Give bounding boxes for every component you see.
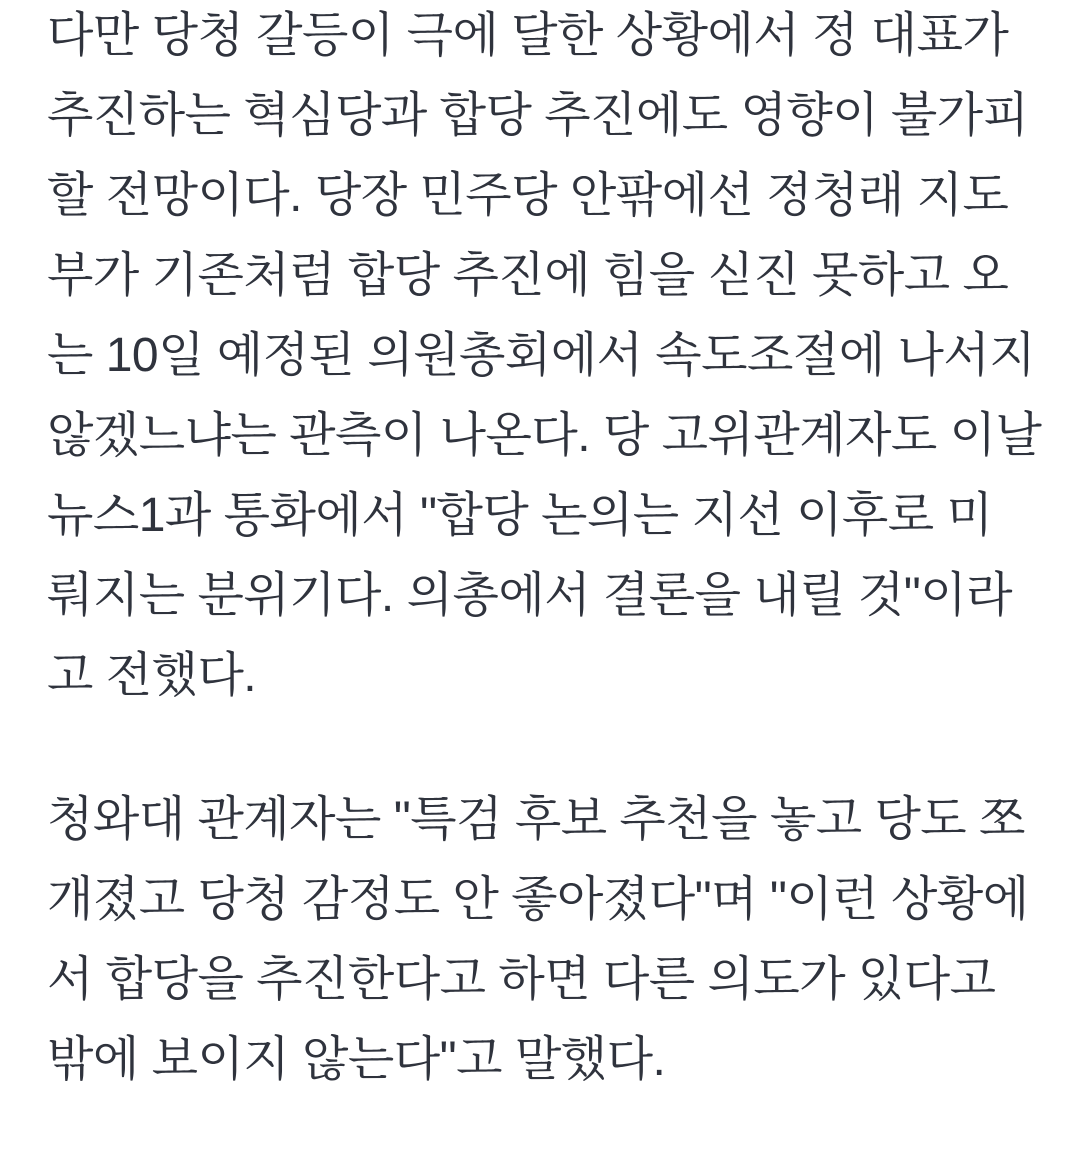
text-line: 뤄지는 분위기다. 의총에서 결론을 내릴 것"이라 xyxy=(47,569,1013,622)
text-line: 서 합당을 추진한다고 하면 다른 의도가 있다고 xyxy=(47,953,996,1006)
text-line: 않겠느냐는 관측이 나온다. 당 고위관계자도 이날 xyxy=(47,409,1042,462)
text-line: 청와대 관계자는 "특검 후보 추천을 놓고 당도 쪼 xyxy=(47,793,1025,846)
text-line: 뉴스1과 통화에서 "합당 논의는 지선 이후로 미 xyxy=(47,489,993,542)
text-line: 부가 기존처럼 합당 추진에 힘을 싣진 못하고 오 xyxy=(47,249,1009,302)
text-line: 추진하는 혁심당과 합당 추진에도 영향이 불가피 xyxy=(47,89,1029,142)
text-line: 할 전망이다. 당장 민주당 안팎에선 정청래 지도 xyxy=(47,169,1009,222)
paragraph-1 xyxy=(47,0,1042,716)
text-line: 다만 당청 갈등이 극에 달한 상황에서 정 대표가 xyxy=(47,9,1009,62)
paragraph-2 xyxy=(47,780,1036,1100)
text-line: 개졌고 당청 감정도 안 좋아졌다"며 "이런 상황에 xyxy=(47,873,1029,926)
text-line: 밖에 보이지 않는다"고 말했다. xyxy=(47,1033,666,1086)
text-line: 고 전했다. xyxy=(47,649,257,702)
text-line: 는 10일 예정된 의원총회에서 속도조절에 나서지 xyxy=(47,329,1036,382)
